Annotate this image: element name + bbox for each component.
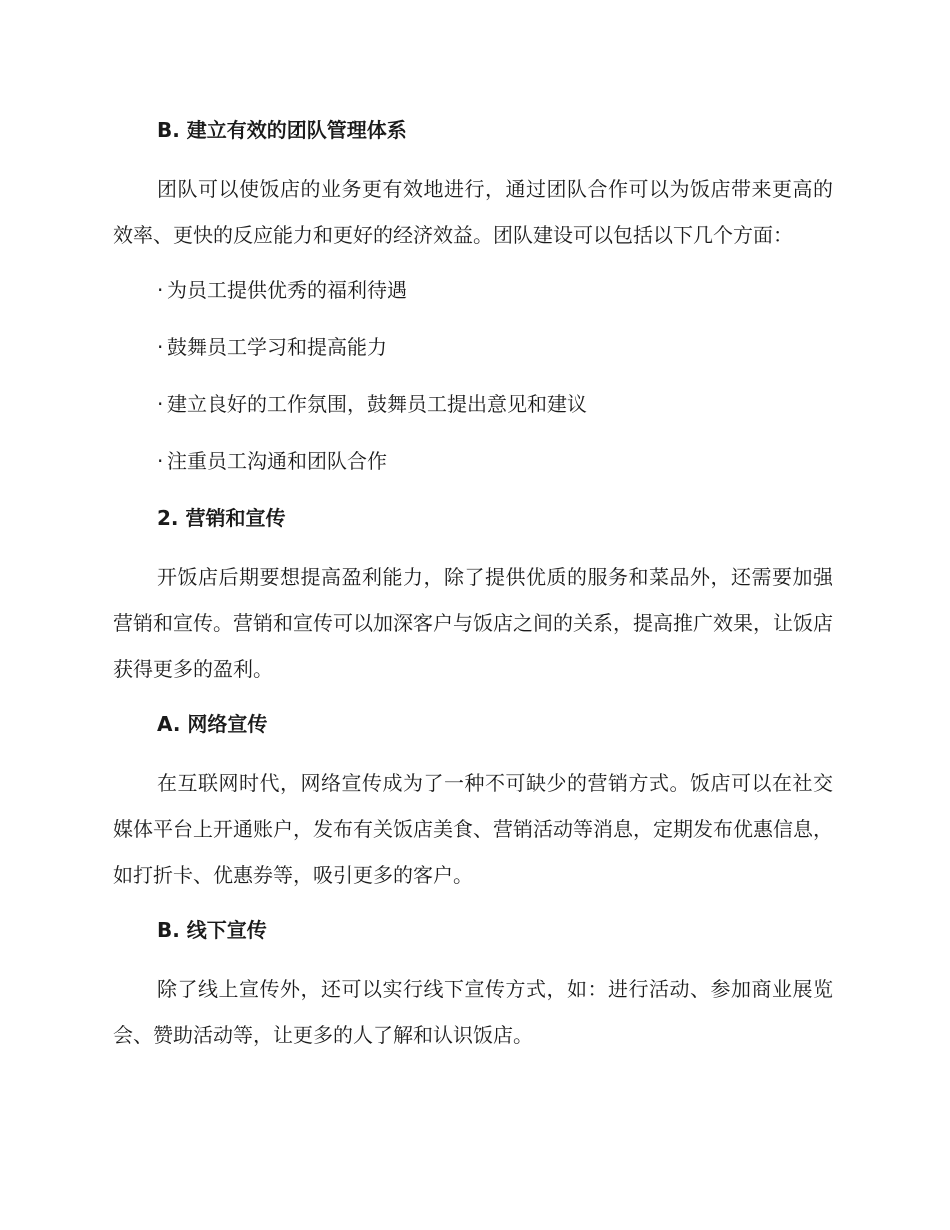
bullet-marker: · <box>157 278 164 302</box>
bullet-item <box>113 325 833 369</box>
document-page <box>113 108 833 1068</box>
paragraph-team-intro: 团队可以使饭店的业务更有效地进行，通过团队合作可以为饭店带来更高的效率、更快的反应能力和更好的经济效益。团队建设可以包括以下几个方面： <box>113 177 833 247</box>
bullet-marker: · <box>157 392 164 416</box>
paragraph-offline-promotion: 除了线上宣传外，还可以实行线下宣传方式，如：进行活动、参加商业展览会、赞助活动等，让更多的人了解和认识饭店。 <box>113 977 833 1047</box>
bullet-text-communication: 注重员工沟通和团队合作 <box>167 449 387 473</box>
bullet-item <box>113 439 833 483</box>
paragraph-marketing: 开饭店后期要想提高盈利能力，除了提供优质的服务和菜品外，还需要加强营销和宣传。营销和宣传可以加深客户与饭店之间的关系，提高推广效果，让饭店获得更多的盈利。 <box>113 565 833 681</box>
bullet-item <box>113 382 833 426</box>
bullet-marker: · <box>157 449 164 473</box>
bullet-item <box>113 268 833 312</box>
section-heading-marketing: 2. 营销和宣传 <box>157 506 286 530</box>
bullet-text-atmosphere: 建立良好的工作氛围，鼓舞员工提出意见和建议 <box>167 392 587 416</box>
bullet-text-welfare: 为员工提供优秀的福利待遇 <box>167 278 407 302</box>
section-heading-offline-promotion: B. 线下宣传 <box>157 918 267 942</box>
section-heading-team-management: B. 建立有效的团队管理体系 <box>157 118 407 142</box>
section-heading-online-promotion: A. 网络宣传 <box>157 712 268 736</box>
paragraph-online-promotion: 在互联网时代，网络宣传成为了一种不可缺少的营销方式。饭店可以在社交媒体平台上开通账户，发布有关饭店美食、营销活动等消息，定期发布优惠信息，如打折卡、优惠券等，吸引更多的客户。 <box>113 771 833 887</box>
bullet-marker: · <box>157 335 164 359</box>
bullet-text-learning: 鼓舞员工学习和提高能力 <box>167 335 387 359</box>
